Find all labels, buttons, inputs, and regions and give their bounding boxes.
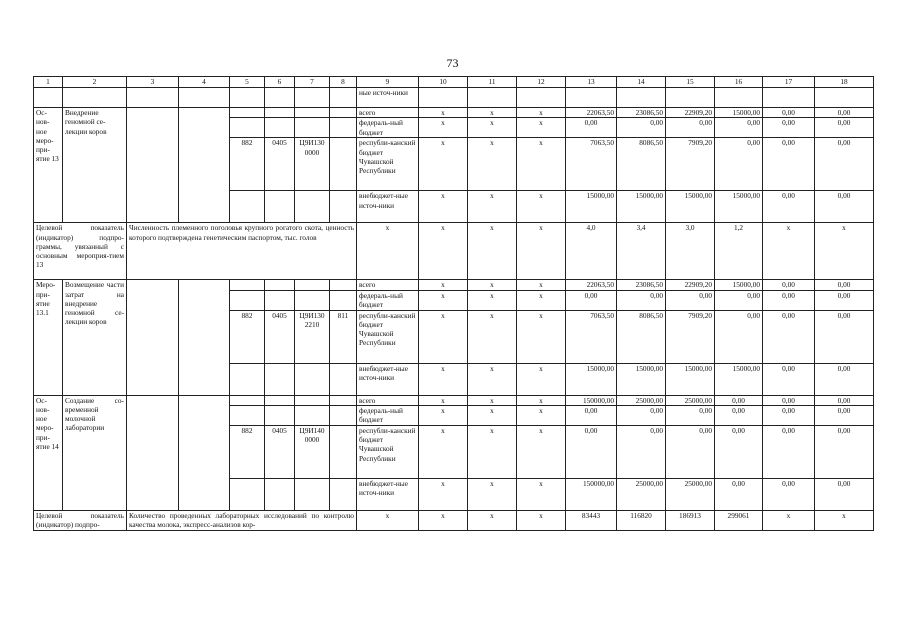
table-row: внебюджет-ные источ-ники x x x 15000,00 15000,00 15000,00 15000,00 0,00 0,00	[34, 363, 874, 395]
table-row: 882 0405 Ц9И130 2210 811 республи-канский бюджет Чувашской Республики x x x 7063,50 8086,50 7909,20 0,00 0,00 0,00	[34, 310, 874, 363]
value-cell: 23086,50	[617, 108, 666, 118]
source-cell: республи-канский бюджет Чувашской Республики	[357, 425, 419, 478]
event-number: Ос-нов-ное меро-при-ятие 13	[34, 108, 63, 223]
column-header: 17	[763, 77, 815, 88]
source-cell: внебюджет-ные источ-ники	[357, 191, 419, 223]
value-cell: 0,00	[815, 108, 874, 118]
event-title: Создание со-временной молочной лаборатории	[63, 395, 127, 510]
event-number: Ос-нов-ное меро-при-ятие 14	[34, 395, 63, 510]
table-row: внебюджет-ные источ-ники x x x 150000,00 25000,00 25000,00 0,00 0,00 0,00	[34, 478, 874, 510]
source-cell: всего	[357, 108, 419, 118]
page-number: 73	[446, 56, 459, 70]
rz-code: 0405	[265, 138, 295, 191]
table-row: федераль-ный бюджет x x x 0,00 0,00 0,00 0,00 0,00 0,00	[34, 405, 874, 425]
column-header: 8	[330, 77, 357, 88]
column-header: 3	[127, 77, 179, 88]
table-row: федераль-ный бюджет x x x 0,00 0,00 0,00 0,00 0,00 0,00	[34, 290, 874, 310]
table-row: федераль-ный бюджет x x x 0,00 0,00 0,00 0,00 0,00 0,00	[34, 118, 874, 138]
value-cell: 22909,20	[666, 108, 715, 118]
csr-code: Ц9И130 0000	[295, 138, 330, 191]
source-cell: федераль-ный бюджет	[357, 118, 419, 138]
source-cell: всего	[357, 395, 419, 405]
indicator-text: Численность племенного поголовья крупного рогатого скота, ценность которого подтверждена генетическим паспортом, тыс. голов	[127, 223, 357, 280]
indicator-row: Целевой показатель (индикатор) подпро-граммы, увязанный с основным мероприя-тием 13 Численность племенного поголовья крупного рогатого скота, ценность которого подтверждена генетическим паспортом, тыс. голов x x x x 4,0 3,4 3,0 1,2 x x	[34, 223, 874, 280]
column-header: 12	[517, 77, 566, 88]
grbs-code: 882	[230, 138, 265, 191]
vr-code: 811	[330, 310, 357, 363]
event-title: Внедрение геномной се-лекции коров	[63, 108, 127, 223]
indicator-label: Целевой показатель (индикатор) подпро-граммы, увязанный с основным мероприя-тием 13	[34, 223, 127, 280]
csr-code: Ц9И140 0000	[295, 425, 330, 478]
grbs-code: 882	[230, 425, 265, 478]
indicator-label: Целевой показатель (индикатор) подпро-	[34, 510, 127, 530]
column-header: 1	[34, 77, 63, 88]
column-header: 9	[357, 77, 419, 88]
csr-code: Ц9И130 2210	[295, 310, 330, 363]
indicator-text: Количество проведенных лабораторных исследований по контролю качества молока, экспресс-анализов кор-	[127, 510, 357, 530]
event-number: Меро-при-ятие 13.1	[34, 280, 63, 395]
table-row: Ос-нов-ное меро-при-ятие 13 Внедрение геномной се-лекции коров всего x x x 22063,50 23086,50 22909,20 15000,00 0,00 0,00	[34, 108, 874, 118]
column-header: 13	[566, 77, 617, 88]
table-row: внебюджет-ные источ-ники x x x 15000,00 15000,00 15000,00 15000,00 0,00 0,00	[34, 191, 874, 223]
value-cell: 0,00	[763, 108, 815, 118]
source-cell: республи-канский бюджет Чувашской Республики	[357, 138, 419, 191]
source-cell: всего	[357, 280, 419, 290]
column-header: 16	[715, 77, 763, 88]
column-header: 11	[468, 77, 517, 88]
indicator-row: Целевой показатель (индикатор) подпро- Количество проведенных лабораторных исследований по контролю качества молока, экспресс-анализов кор- x x x x 83443 116820 186913 299061 x x	[34, 510, 874, 530]
vr-code	[330, 138, 357, 191]
grbs-code: 882	[230, 310, 265, 363]
table-row: 882 0405 Ц9И140 0000 республи-канский бюджет Чувашской Республики x x x 0,00 0,00 0,00 0,00 0,00 0,00	[34, 425, 874, 478]
column-header: 15	[666, 77, 715, 88]
column-header: 18	[815, 77, 874, 88]
column-header: 5	[230, 77, 265, 88]
column-header: 10	[419, 77, 468, 88]
event-title: Возмещение части затрат на внедрение геномной се-лекции коров	[63, 280, 127, 395]
source-cell: республи-канский бюджет Чувашской Республики	[357, 310, 419, 363]
column-header: 7	[295, 77, 330, 88]
source-cell: внебюджет-ные источ-ники	[357, 363, 419, 395]
column-header: 14	[617, 77, 666, 88]
rz-code: 0405	[265, 310, 295, 363]
source-cell: федераль-ный бюджет	[357, 405, 419, 425]
source-cell: федераль-ный бюджет	[357, 290, 419, 310]
source-cell: внебюджет-ные источ-ники	[357, 478, 419, 510]
rz-code: 0405	[265, 425, 295, 478]
source-cell: ные источ-ники	[357, 88, 419, 108]
column-header: 4	[179, 77, 230, 88]
table-row: 882 0405 Ц9И130 0000 республи-канский бюджет Чувашской Республики x x x 7063,50 8086,50 7909,20 0,00 0,00 0,00	[34, 138, 874, 191]
table-row: Ос-нов-ное меро-при-ятие 14 Создание со-временной молочной лаборатории всего x x x 150000,00 25000,00 25000,00 0,00 0,00 0,00	[34, 395, 874, 405]
value-cell: 22063,50	[566, 108, 617, 118]
table-row: Меро-при-ятие 13.1 Возмещение части затрат на внедрение геномной се-лекции коров всего x x x 22063,50 23086,50 22909,20 15000,00 0,00 0,00	[34, 280, 874, 290]
table-row	[34, 88, 874, 108]
column-header: 6	[265, 77, 295, 88]
value-cell: 15000,00	[715, 108, 763, 118]
vr-code	[330, 425, 357, 478]
budget-table	[33, 76, 874, 531]
column-header: 2	[63, 77, 127, 88]
header-row	[34, 77, 874, 88]
